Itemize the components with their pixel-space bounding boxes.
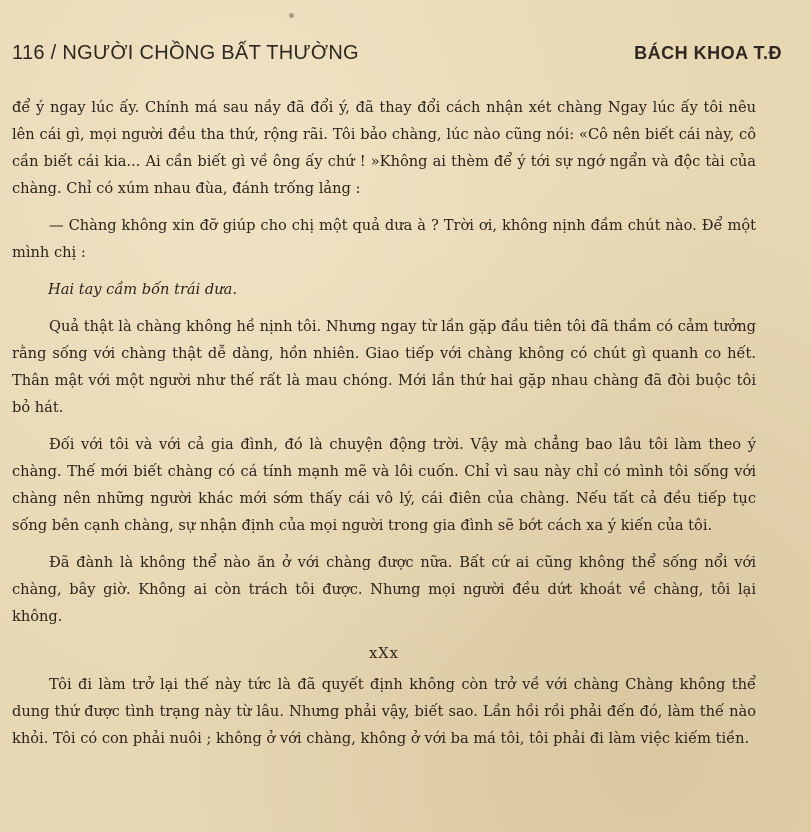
paragraph: Đã đành là không thể nào ăn ở với chàng được nữa. Bất cứ ai cũng không thể sống nổi với chàng, bây giờ. Không ai còn trách tôi được. Nhưng mọi người đều dứt khoát về chàng, tôi lại không. — [12, 554, 756, 625]
paragraph: để ý ngay lúc ấy. Chính má sau nầy đã đổi ý, đã thay đổi cách nhận xét chàng Ngay lúc ấy tôi nêu lên cái gì, mọi người đều tha thứ, rộng rãi. Tôi bảo chàng, lúc nào cũng nói: «Cô nên biết cái này, cô cần biết cái kia... Ai cần biết gì về ông ấy chứ ! »Không ai thèm để ý tới sự ngớ ngẩn và độc tài của chàng. Chỉ có xúm nhau đùa, đánh trống lảng : — [12, 99, 756, 197]
page-body — [12, 94, 756, 752]
running-title: 116 / NGƯỜI CHỒNG BẤT THƯỜNG — [12, 42, 359, 64]
paragraph: Đối với tôi và với cả gia đình, đó là chuyện động trời. Vậy mà chẳng bao lâu tôi làm theo ý chàng. Thế mới biết chàng có cá tính mạnh mẽ và lôi cuốn. Chỉ vì sau này chỉ có mình tôi sống với chàng nên những người khác mới sớm thấy cái vô lý, cái điên của chàng. Nếu tất cả đều tiếp tục sống bên cạnh chàng, sự nhận định của mọi người trong gia đình sẽ bớt cách xa ý kiến của tôi. — [12, 436, 756, 534]
publisher-mark: BÁCH KHOA T.Đ — [634, 43, 782, 63]
section-separator: xXx — [369, 645, 399, 662]
dialogue-paragraph: — Chàng không xin đỡ giúp cho chị một quả dưa à ? Trời ơi, không nịnh đầm chút nào. Để một mình chị : — [12, 217, 756, 261]
verse-line: Hai tay cầm bốn trái dưa. — [48, 281, 238, 298]
paragraph: Quả thật là chàng không hề nịnh tôi. Nhưng ngay từ lần gặp đầu tiên tôi đã thầm có cảm tưởng rằng sống với chàng thật dễ dàng, hồn nhiên. Giao tiếp với chàng không có chút gì quanh co hết. Thân mật với một người như thế rất là mau chóng. Mới lần thứ hai gặp nhau chàng đã đòi buộc tôi bỏ hát. — [12, 318, 756, 416]
ink-speck — [289, 13, 294, 18]
paragraph: Tôi đi làm trở lại thế này tức là đã quyết định không còn trở về với chàng Chàng không thể dung thứ được tình trạng này từ lâu. Nhưng phải vậy, biết sao. Lần hồi rồi phải đến đó, làm thế nào khỏi. Tôi có con phải nuôi ; không ở với chàng, không ở với ba má tôi, tôi phải đi làm việc kiếm tiền. — [12, 676, 756, 747]
page-header — [12, 42, 782, 72]
